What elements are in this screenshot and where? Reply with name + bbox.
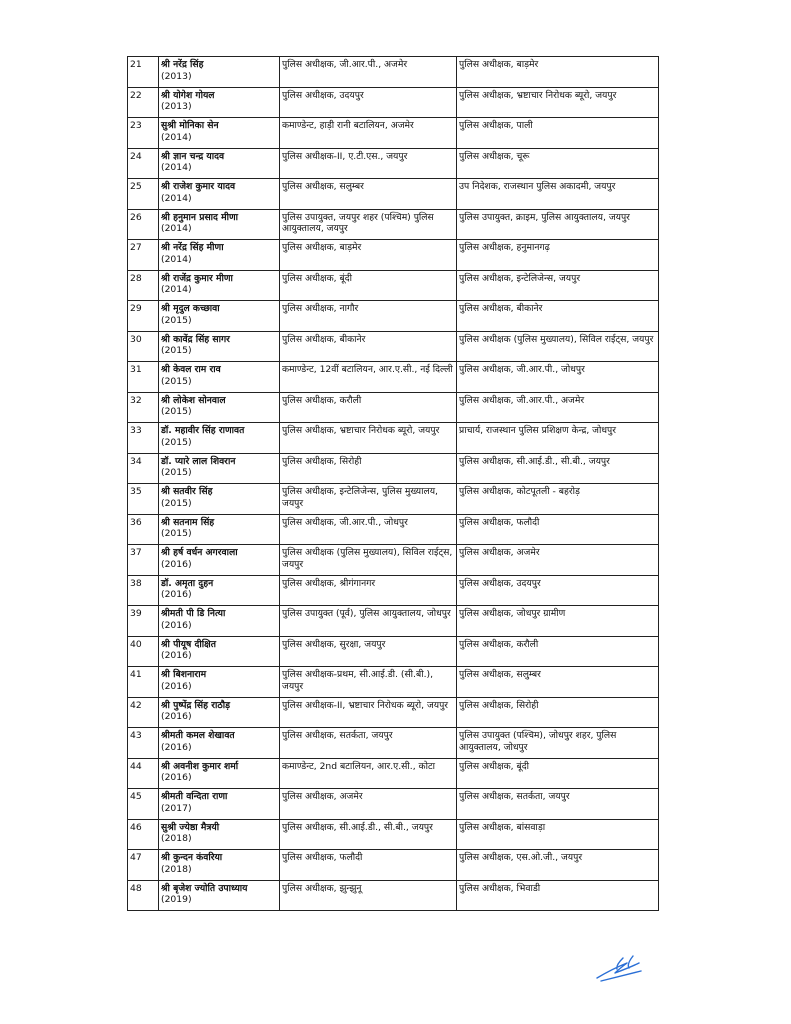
table-row	[128, 209, 659, 240]
serial-number-cell: 41	[128, 667, 159, 698]
serial-number-cell: 23	[128, 118, 159, 149]
table-row	[128, 484, 659, 515]
new-posting-cell: पुलिस अधीक्षक (पुलिस मुख्यालय), सिविल राईट्स, जयपुर	[457, 331, 659, 362]
table-row	[128, 179, 659, 210]
officer-name: श्री सतवीर सिंह	[161, 486, 213, 497]
current-posting-cell: पुलिस अधीक्षक, जी.आर.पी., जोधपुर	[280, 514, 457, 545]
current-posting-cell: पुलिस अधीक्षक, उदयपुर	[280, 87, 457, 118]
current-posting-cell: पुलिस अधीक्षक, झुन्झुनू	[280, 880, 457, 911]
officer-name: श्री नरेंद्र सिंह मीणा	[161, 242, 224, 253]
officer-cell	[159, 301, 280, 332]
current-posting-cell: पुलिस अधीक्षक, इन्टेलिजेन्स, पुलिस मुख्यालय, जयपुर	[280, 484, 457, 515]
serial-number-cell: 27	[128, 240, 159, 271]
serial-number-cell: 32	[128, 392, 159, 423]
batch-year: (2014)	[161, 192, 192, 204]
officer-cell	[159, 453, 280, 484]
officer-cell	[159, 148, 280, 179]
new-posting-cell: पुलिस अधीक्षक, करौली	[457, 636, 659, 667]
new-posting-cell: पुलिस अधीक्षक, सी.आई.डी., सी.बी., जयपुर	[457, 453, 659, 484]
new-posting-cell: पुलिस उपायुक्त, क्राइम, पुलिस आयुक्तालय, जयपुर	[457, 209, 659, 240]
serial-number-cell: 42	[128, 697, 159, 728]
current-posting-cell: पुलिस अधीक्षक, भ्रष्टाचार निरोधक ब्यूरो, जयपुर	[280, 423, 457, 454]
new-posting-cell: प्राचार्य, राजस्थान पुलिस प्रशिक्षण केन्द्र, जोधपुर	[457, 423, 659, 454]
current-posting-cell: पुलिस अधीक्षक-प्रथम, सी.आई.डी. (सी.बी.), जयपुर	[280, 667, 457, 698]
batch-year: (2014)	[161, 162, 192, 173]
officer-name: श्री कावेंद्र सिंह सागर	[161, 333, 230, 345]
serial-number-cell: 45	[128, 789, 159, 820]
table-row	[128, 758, 659, 789]
table-row	[128, 880, 659, 911]
new-posting-cell: पुलिस अधीक्षक, पाली	[457, 118, 659, 149]
serial-number-cell: 31	[128, 362, 159, 393]
batch-year: (2014)	[161, 223, 192, 234]
new-posting-cell: पुलिस अधीक्षक, इन्टेलिजेन्स, जयपुर	[457, 270, 659, 301]
table-row	[128, 301, 659, 332]
transfer-table-body	[128, 57, 659, 911]
officer-name: श्री योगेश गोयल	[161, 89, 215, 101]
serial-number-cell: 24	[128, 148, 159, 179]
table-row	[128, 850, 659, 881]
new-posting-cell: पुलिस अधीक्षक, बूंदी	[457, 758, 659, 789]
batch-year: (2017)	[161, 802, 192, 814]
new-posting-cell: पुलिस अधीक्षक, उदयपुर	[457, 575, 659, 606]
new-posting-cell: पुलिस अधीक्षक, भिवाडी	[457, 880, 659, 911]
officer-name: श्रीमती कमल शेखावत	[161, 730, 235, 741]
table-row	[128, 575, 659, 606]
serial-number-cell: 44	[128, 758, 159, 789]
serial-number-cell: 30	[128, 331, 159, 362]
table-row	[128, 362, 659, 393]
batch-year: (2015)	[161, 436, 192, 448]
new-posting-cell: पुलिस अधीक्षक, बीकानेर	[457, 301, 659, 332]
new-posting-cell: पुलिस अधीक्षक, भ्रष्टाचार निरोधक ब्यूरो, जयपुर	[457, 87, 659, 118]
officer-cell	[159, 728, 280, 759]
officer-cell	[159, 850, 280, 881]
new-posting-cell: उप निदेशक, राजस्थान पुलिस अकादमी, जयपुर	[457, 179, 659, 210]
officer-name: श्री पीयूष दीक्षित	[161, 638, 216, 650]
batch-year: (2016)	[161, 772, 192, 783]
serial-number-cell: 46	[128, 819, 159, 850]
batch-year: (2014)	[161, 253, 192, 265]
officer-name: श्री राजेंद्र कुमार मीणा	[161, 272, 233, 284]
new-posting-cell: पुलिस अधीक्षक, सिरोही	[457, 697, 659, 728]
table-row	[128, 606, 659, 637]
officer-cell	[159, 118, 280, 149]
serial-number-cell: 36	[128, 514, 159, 545]
serial-number-cell: 43	[128, 728, 159, 759]
table-row	[128, 423, 659, 454]
batch-year: (2016)	[161, 589, 192, 600]
batch-year: (2016)	[161, 619, 192, 631]
current-posting-cell: कमाण्डेन्ट, 2nd बटालियन, आर.ए.सी., कोटा	[280, 758, 457, 789]
officer-cell	[159, 362, 280, 393]
officer-name: श्री सतनाम सिंह	[161, 516, 215, 528]
batch-year: (2019)	[161, 894, 192, 905]
batch-year: (2013)	[161, 70, 192, 82]
officer-name: डॉ. प्यारे लाल शिवरान	[161, 455, 236, 467]
officer-name: श्री हर्ष वर्धन अगरवाला	[161, 547, 238, 558]
officer-cell	[159, 880, 280, 911]
table-row	[128, 819, 659, 850]
new-posting-cell: पुलिस अधीक्षक, कोटपूतली - बहरोड़	[457, 484, 659, 515]
officer-cell	[159, 636, 280, 667]
officer-name: सुश्री ज्येष्ठा मैत्रयी	[161, 821, 220, 833]
serial-number-cell: 39	[128, 606, 159, 637]
batch-year: (2018)	[161, 833, 192, 844]
officer-name: श्री पुष्पेंद्र सिंह राठौड़	[161, 699, 230, 711]
serial-number-cell: 34	[128, 453, 159, 484]
new-posting-cell: पुलिस अधीक्षक, जी.आर.पी., अजमेर	[457, 392, 659, 423]
serial-number-cell: 21	[128, 57, 159, 88]
new-posting-cell: पुलिस अधीक्षक, सलुम्बर	[457, 667, 659, 698]
table-row	[128, 87, 659, 118]
current-posting-cell: पुलिस अधीक्षक, करौली	[280, 392, 457, 423]
batch-year: (2014)	[161, 284, 192, 295]
current-posting-cell: पुलिस अधीक्षक, श्रीगंगानगर	[280, 575, 457, 606]
new-posting-cell: पुलिस अधीक्षक, अजमेर	[457, 545, 659, 576]
batch-year: (2015)	[161, 314, 192, 326]
batch-year: (2015)	[161, 497, 192, 509]
new-posting-cell: पुलिस अधीक्षक, हनुमानगढ़	[457, 240, 659, 271]
batch-year: (2016)	[161, 680, 192, 692]
officer-name: श्री नरेंद्र सिंह	[161, 59, 204, 70]
officer-cell	[159, 575, 280, 606]
officer-name: श्री मृदुल कच्छावा	[161, 303, 220, 314]
new-posting-cell: पुलिस अधीक्षक, चूरू	[457, 148, 659, 179]
new-posting-cell: पुलिस अधीक्षक, एस.ओ.जी., जयपुर	[457, 850, 659, 881]
officer-cell	[159, 819, 280, 850]
table-row	[128, 118, 659, 149]
current-posting-cell: पुलिस अधीक्षक, फलौदी	[280, 850, 457, 881]
officer-cell	[159, 57, 280, 88]
officer-cell	[159, 606, 280, 637]
table-row	[128, 453, 659, 484]
signature-icon	[593, 950, 645, 984]
officer-name: श्री बृजेश ज्योति उपाध्याय	[161, 882, 248, 894]
officer-cell	[159, 789, 280, 820]
officer-name: श्री केवल राम राव	[161, 364, 221, 375]
serial-number-cell: 29	[128, 301, 159, 332]
serial-number-cell: 38	[128, 575, 159, 606]
batch-year: (2015)	[161, 345, 192, 356]
officer-name: श्रीमती पी डि नित्या	[161, 608, 226, 619]
current-posting-cell: पुलिस उपायुक्त (पूर्व), पुलिस आयुक्तालय, जोधपुर	[280, 606, 457, 637]
table-row	[128, 697, 659, 728]
officer-cell	[159, 514, 280, 545]
batch-year: (2015)	[161, 406, 192, 417]
table-row	[128, 148, 659, 179]
batch-year: (2016)	[161, 558, 192, 570]
current-posting-cell: कमाण्डेन्ट, 12वीं बटालियन, आर.ए.सी., नई दिल्ली	[280, 362, 457, 393]
new-posting-cell: पुलिस अधीक्षक, जोधपुर ग्रामीण	[457, 606, 659, 637]
officer-name: डॉ. महावीर सिंह राणावत	[161, 425, 245, 436]
batch-year: (2015)	[161, 467, 192, 478]
serial-number-cell: 25	[128, 179, 159, 210]
serial-number-cell: 28	[128, 270, 159, 301]
table-row	[128, 636, 659, 667]
new-posting-cell: पुलिस अधीक्षक, बांसवाड़ा	[457, 819, 659, 850]
current-posting-cell: पुलिस अधीक्षक (पुलिस मुख्यालय), सिविल राईट्स, जयपुर	[280, 545, 457, 576]
new-posting-cell: पुलिस अधीक्षक, बाड़मेर	[457, 57, 659, 88]
current-posting-cell: पुलिस अधीक्षक, सी.आई.डी., सी.बी., जयपुर	[280, 819, 457, 850]
officer-cell	[159, 87, 280, 118]
officer-cell	[159, 667, 280, 698]
officer-name: श्री कुन्दन कंवरिया	[161, 852, 223, 863]
serial-number-cell: 33	[128, 423, 159, 454]
table-row	[128, 667, 659, 698]
table-row	[128, 270, 659, 301]
officer-cell	[159, 240, 280, 271]
new-posting-cell: पुलिस अधीक्षक, फलौदी	[457, 514, 659, 545]
batch-year: (2015)	[161, 528, 192, 539]
officer-cell	[159, 209, 280, 240]
table-row	[128, 240, 659, 271]
officer-cell	[159, 392, 280, 423]
officer-name: श्रीमती वन्दिता राणा	[161, 791, 228, 802]
current-posting-cell: पुलिस अधीक्षक, बूंदी	[280, 270, 457, 301]
serial-number-cell: 40	[128, 636, 159, 667]
officer-name: श्री राजेश कुमार यादव	[161, 181, 236, 192]
batch-year: (2014)	[161, 131, 192, 143]
table-row	[128, 514, 659, 545]
current-posting-cell: पुलिस अधीक्षक, नागौर	[280, 301, 457, 332]
officer-name: श्री बिशनाराम	[161, 669, 207, 680]
table-row	[128, 392, 659, 423]
officer-cell	[159, 270, 280, 301]
officer-cell	[159, 423, 280, 454]
current-posting-cell: पुलिस अधीक्षक, अजमेर	[280, 789, 457, 820]
table-row	[128, 331, 659, 362]
current-posting-cell: पुलिस अधीक्षक, सलुम्बर	[280, 179, 457, 210]
officer-cell	[159, 331, 280, 362]
batch-year: (2018)	[161, 863, 192, 875]
current-posting-cell: पुलिस अधीक्षक, सुरक्षा, जयपुर	[280, 636, 457, 667]
new-posting-cell: पुलिस अधीक्षक, सतर्कता, जयपुर	[457, 789, 659, 820]
officer-cell	[159, 545, 280, 576]
current-posting-cell: पुलिस अधीक्षक, सिरोही	[280, 453, 457, 484]
table-row	[128, 789, 659, 820]
current-posting-cell: पुलिस अधीक्षक, बाड़मेर	[280, 240, 457, 271]
new-posting-cell: पुलिस उपायुक्त (पश्चिम), जोधपुर शहर, पुलिस आयुक्तालय, जोधपुर	[457, 728, 659, 759]
serial-number-cell: 35	[128, 484, 159, 515]
current-posting-cell: पुलिस अधीक्षक, बीकानेर	[280, 331, 457, 362]
batch-year: (2016)	[161, 650, 192, 661]
current-posting-cell: पुलिस अधीक्षक-II, ए.टी.एस., जयपुर	[280, 148, 457, 179]
serial-number-cell: 22	[128, 87, 159, 118]
officer-name: डॉ. अमृता दुहन	[161, 577, 214, 589]
serial-number-cell: 47	[128, 850, 159, 881]
batch-year: (2016)	[161, 711, 192, 722]
serial-number-cell: 26	[128, 209, 159, 240]
current-posting-cell: पुलिस अधीक्षक, जी.आर.पी., अजमेर	[280, 57, 457, 88]
officer-name: सुश्री मोनिका सेन	[161, 120, 219, 131]
officer-cell	[159, 758, 280, 789]
table-row	[128, 728, 659, 759]
new-posting-cell: पुलिस अधीक्षक, जी.आर.पी., जोधपुर	[457, 362, 659, 393]
officer-name: श्री लोकेश सोनवाल	[161, 394, 226, 406]
transfer-table	[127, 56, 659, 911]
officer-name: श्री हनुमान प्रसाद मीणा	[161, 211, 239, 223]
table-row	[128, 545, 659, 576]
officer-cell	[159, 697, 280, 728]
current-posting-cell: पुलिस अधीक्षक, सतर्कता, जयपुर	[280, 728, 457, 759]
serial-number-cell: 48	[128, 880, 159, 911]
table-row	[128, 57, 659, 88]
current-posting-cell: पुलिस अधीक्षक-II, भ्रष्टाचार निरोधक ब्यूरो, जयपुर	[280, 697, 457, 728]
current-posting-cell: कमाण्डेन्ट, हाड़ी रानी बटालियन, अजमेर	[280, 118, 457, 149]
serial-number-cell: 37	[128, 545, 159, 576]
officer-name: श्री ज्ञान चन्द्र यादव	[161, 150, 225, 162]
batch-year: (2013)	[161, 101, 192, 112]
batch-year: (2015)	[161, 375, 192, 387]
officer-cell	[159, 179, 280, 210]
officer-cell	[159, 484, 280, 515]
batch-year: (2016)	[161, 741, 192, 753]
officer-name: श्री अवनीश कुमार शर्मा	[161, 760, 239, 772]
current-posting-cell: पुलिस उपायुक्त, जयपुर शहर (पश्चिम) पुलिस आयुक्तालय, जयपुर	[280, 209, 457, 240]
